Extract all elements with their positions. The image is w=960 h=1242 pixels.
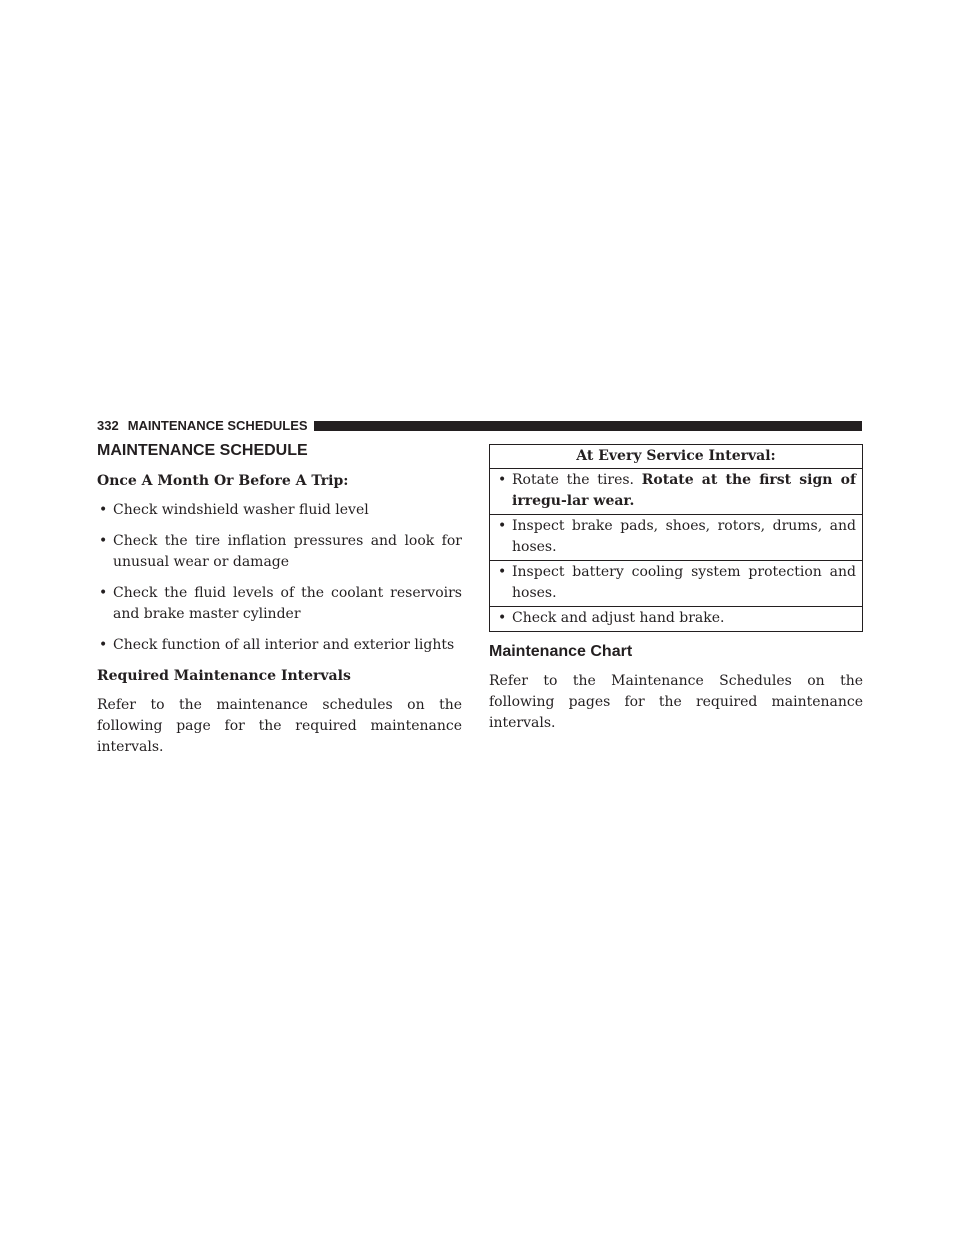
row-text: Rotate the tires. [512, 472, 634, 488]
section-title: MAINTENANCE SCHEDULE [97, 442, 308, 459]
header-rule [314, 421, 862, 431]
row-text: Inspect battery cooling system protection and hoses. [512, 564, 856, 601]
bullet-icon: • [99, 533, 108, 549]
row-text: Check and adjust hand brake. [512, 610, 725, 626]
running-header [97, 418, 862, 434]
intervals-paragraph: Refer to the maintenance schedules on the following page for the required maintenance intervals. [97, 697, 462, 755]
chart-heading: Maintenance Chart [489, 643, 633, 660]
list-item [97, 635, 462, 656]
monthly-checklist [97, 500, 462, 656]
list-item [97, 583, 462, 625]
bullet-icon: • [498, 518, 507, 534]
table-row [490, 561, 863, 607]
table-row [490, 469, 863, 515]
bullet-icon: • [498, 564, 507, 580]
page-number: 332 [97, 418, 119, 433]
table-row [490, 607, 863, 632]
bullet-icon: • [99, 502, 108, 518]
list-item-text: Check windshield washer fluid level [113, 502, 369, 518]
row-emphasis: Rotate at the first sign of irregu-lar wear. [512, 472, 857, 509]
monthly-heading: Once A Month Or Before A Trip: [97, 473, 349, 489]
left-column [97, 441, 462, 758]
right-column [489, 444, 863, 734]
list-item-text: Check function of all interior and exterior lights [113, 637, 455, 653]
table-header: At Every Service Interval: [490, 445, 863, 469]
bullet-icon: • [498, 610, 507, 626]
service-interval-table [489, 444, 863, 632]
list-item [97, 531, 462, 573]
row-text: Inspect brake pads, shoes, rotors, drums, and hoses. [512, 518, 856, 555]
section-name: MAINTENANCE SCHEDULES [127, 418, 308, 433]
list-item-text: Check the fluid levels of the coolant reservoirs and brake master cylinder [113, 585, 462, 622]
list-item [97, 500, 462, 521]
chart-paragraph: Refer to the Maintenance Schedules on the following pages for the required maintenance intervals. [489, 673, 863, 731]
bullet-icon: • [99, 585, 108, 601]
intervals-heading: Required Maintenance Intervals [97, 668, 351, 684]
table-row [490, 515, 863, 561]
bullet-icon: • [498, 472, 507, 488]
bullet-icon: • [99, 637, 108, 653]
list-item-text: Check the tire inflation pressures and look for unusual wear or damage [113, 533, 462, 570]
